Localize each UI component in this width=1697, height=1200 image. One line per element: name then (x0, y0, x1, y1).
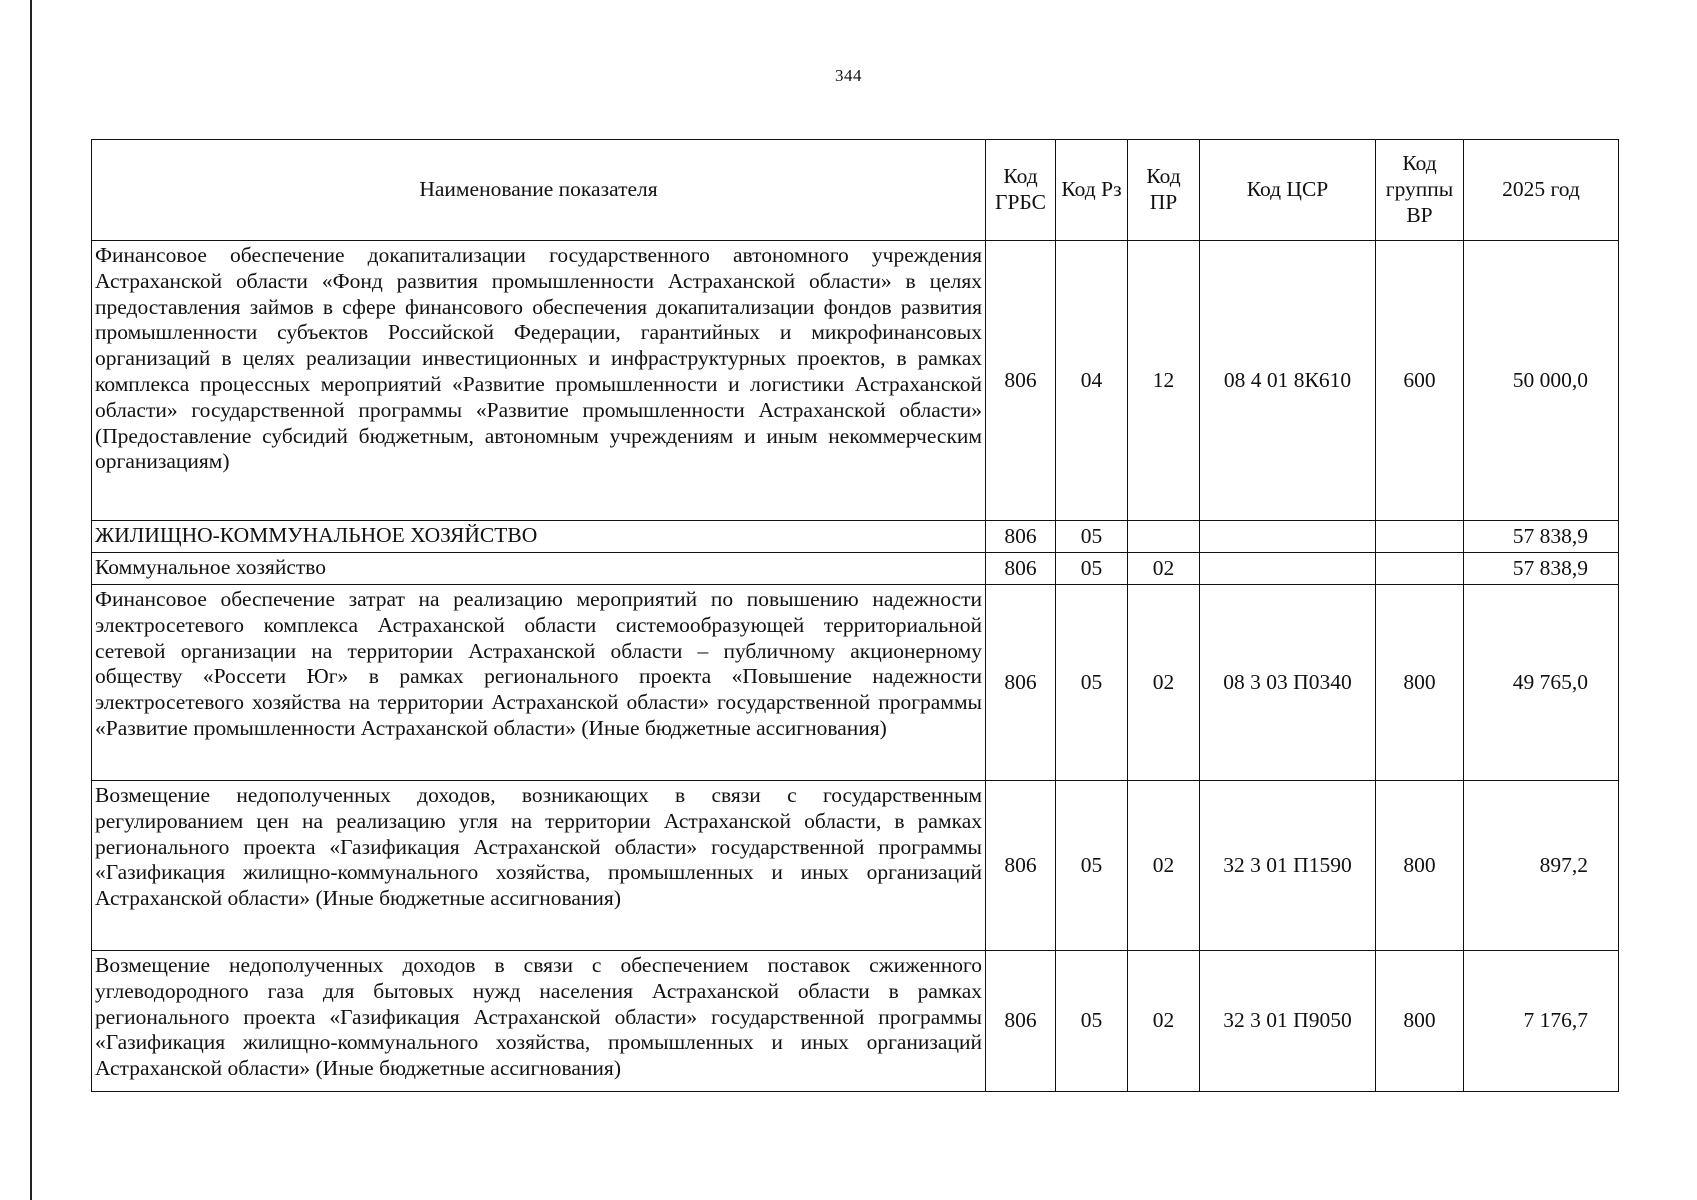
header-csr: Код ЦСР (1200, 140, 1376, 241)
row-amount: 7 176,7 (1464, 951, 1619, 1092)
table-row (92, 781, 1619, 951)
table-row (92, 553, 1619, 585)
row-vr: 800 (1376, 951, 1464, 1092)
page-number: 344 (835, 66, 862, 85)
row-amount: 897,2 (1464, 781, 1619, 951)
row-grbs: 806 (986, 521, 1056, 553)
row-rz: 05 (1056, 781, 1128, 951)
row-pr: 02 (1128, 553, 1200, 585)
table-row (92, 521, 1619, 553)
header-name: Наименование показателя (92, 140, 986, 241)
row-rz: 04 (1056, 241, 1128, 521)
table-row (92, 585, 1619, 781)
row-csr: 32 3 01 П1590 (1200, 781, 1376, 951)
row-vr (1376, 521, 1464, 553)
left-margin-line (30, 0, 32, 1200)
table-header-row (92, 140, 1619, 241)
row-name: ЖИЛИЩНО-КОММУНАЛЬНОЕ ХОЗЯЙСТВО (92, 521, 986, 553)
row-pr: 02 (1128, 951, 1200, 1092)
table-row (92, 951, 1619, 1092)
header-rz: Код Рз (1056, 140, 1128, 241)
row-grbs: 806 (986, 781, 1056, 951)
row-grbs: 806 (986, 553, 1056, 585)
row-amount: 49 765,0 (1464, 585, 1619, 781)
row-grbs: 806 (986, 951, 1056, 1092)
budget-table (91, 139, 1619, 1092)
header-grbs: Код ГРБС (986, 140, 1056, 241)
row-csr (1200, 521, 1376, 553)
row-rz: 05 (1056, 951, 1128, 1092)
table-row (92, 241, 1619, 521)
header-pr: Код ПР (1128, 140, 1200, 241)
row-csr: 32 3 01 П9050 (1200, 951, 1376, 1092)
row-name: Возмещение недополученных доходов в связи с обеспечением поставок сжиженного углеводородного газа для бытовых нужд населения Астраханской области в рамках регионального проекта «Газификация Астраханской области» государственной программы «Газификация жилищно-коммунального хозяйства, промышленных и иных организаций Астраханской области» (Иные бюджетные ассигнования) (92, 951, 986, 1092)
row-rz: 05 (1056, 553, 1128, 585)
row-pr: 12 (1128, 241, 1200, 521)
row-amount: 57 838,9 (1464, 521, 1619, 553)
header-year: 2025 год (1464, 140, 1619, 241)
row-pr (1128, 521, 1200, 553)
row-name: Финансовое обеспечение докапитализации государственного автономного учреждения Астраханской области «Фонд развития промышленности Астраханской области» в целях предоставления займов в сфере финансового обеспечения докапитализации фондов развития промышленности субъектов Российской Федерации, гарантийных и микрофинансовых организаций в целях реализации инвестиционных и инфраструктурных проектов, в рамках комплекса процессных мероприятий «Развитие промышленности и логистики Астраханской области» государственной программы «Развитие промышленности Астраханской области» (Предоставление субсидий бюджетным, автономным учреждениям и иным некоммерческим организациям) (92, 241, 986, 521)
row-vr: 600 (1376, 241, 1464, 521)
row-grbs: 806 (986, 241, 1056, 521)
row-csr (1200, 553, 1376, 585)
row-csr: 08 4 01 8К610 (1200, 241, 1376, 521)
row-csr: 08 3 03 П0340 (1200, 585, 1376, 781)
row-name: Возмещение недополученных доходов, возникающих в связи с государственным регулированием цен на реализацию угля на территории Астраханской области, в рамках регионального проекта «Газификация Астраханской области» государственной программы «Газификация жилищно-коммунального хозяйства, промышленных и иных организаций Астраханской области» (Иные бюджетные ассигнования) (92, 781, 986, 951)
row-name: Финансовое обеспечение затрат на реализацию мероприятий по повышению надежности электросетевого комплекса Астраханской области системообразующей территориальной сетевой организации на территории Астраханской области – публичному акционерному обществу «Россети Юг» в рамках регионального проекта «Повышение надежности электросетевого хозяйства на территории Астраханской области» государственной программы «Развитие промышленности Астраханской области» (Иные бюджетные ассигнования) (92, 585, 986, 781)
row-vr: 800 (1376, 781, 1464, 951)
row-pr: 02 (1128, 781, 1200, 951)
row-pr: 02 (1128, 585, 1200, 781)
row-rz: 05 (1056, 521, 1128, 553)
row-name: Коммунальное хозяйство (92, 553, 986, 585)
row-amount: 50 000,0 (1464, 241, 1619, 521)
row-amount: 57 838,9 (1464, 553, 1619, 585)
row-grbs: 806 (986, 585, 1056, 781)
row-vr (1376, 553, 1464, 585)
header-vr: Код группы ВР (1376, 140, 1464, 241)
row-vr: 800 (1376, 585, 1464, 781)
row-rz: 05 (1056, 585, 1128, 781)
